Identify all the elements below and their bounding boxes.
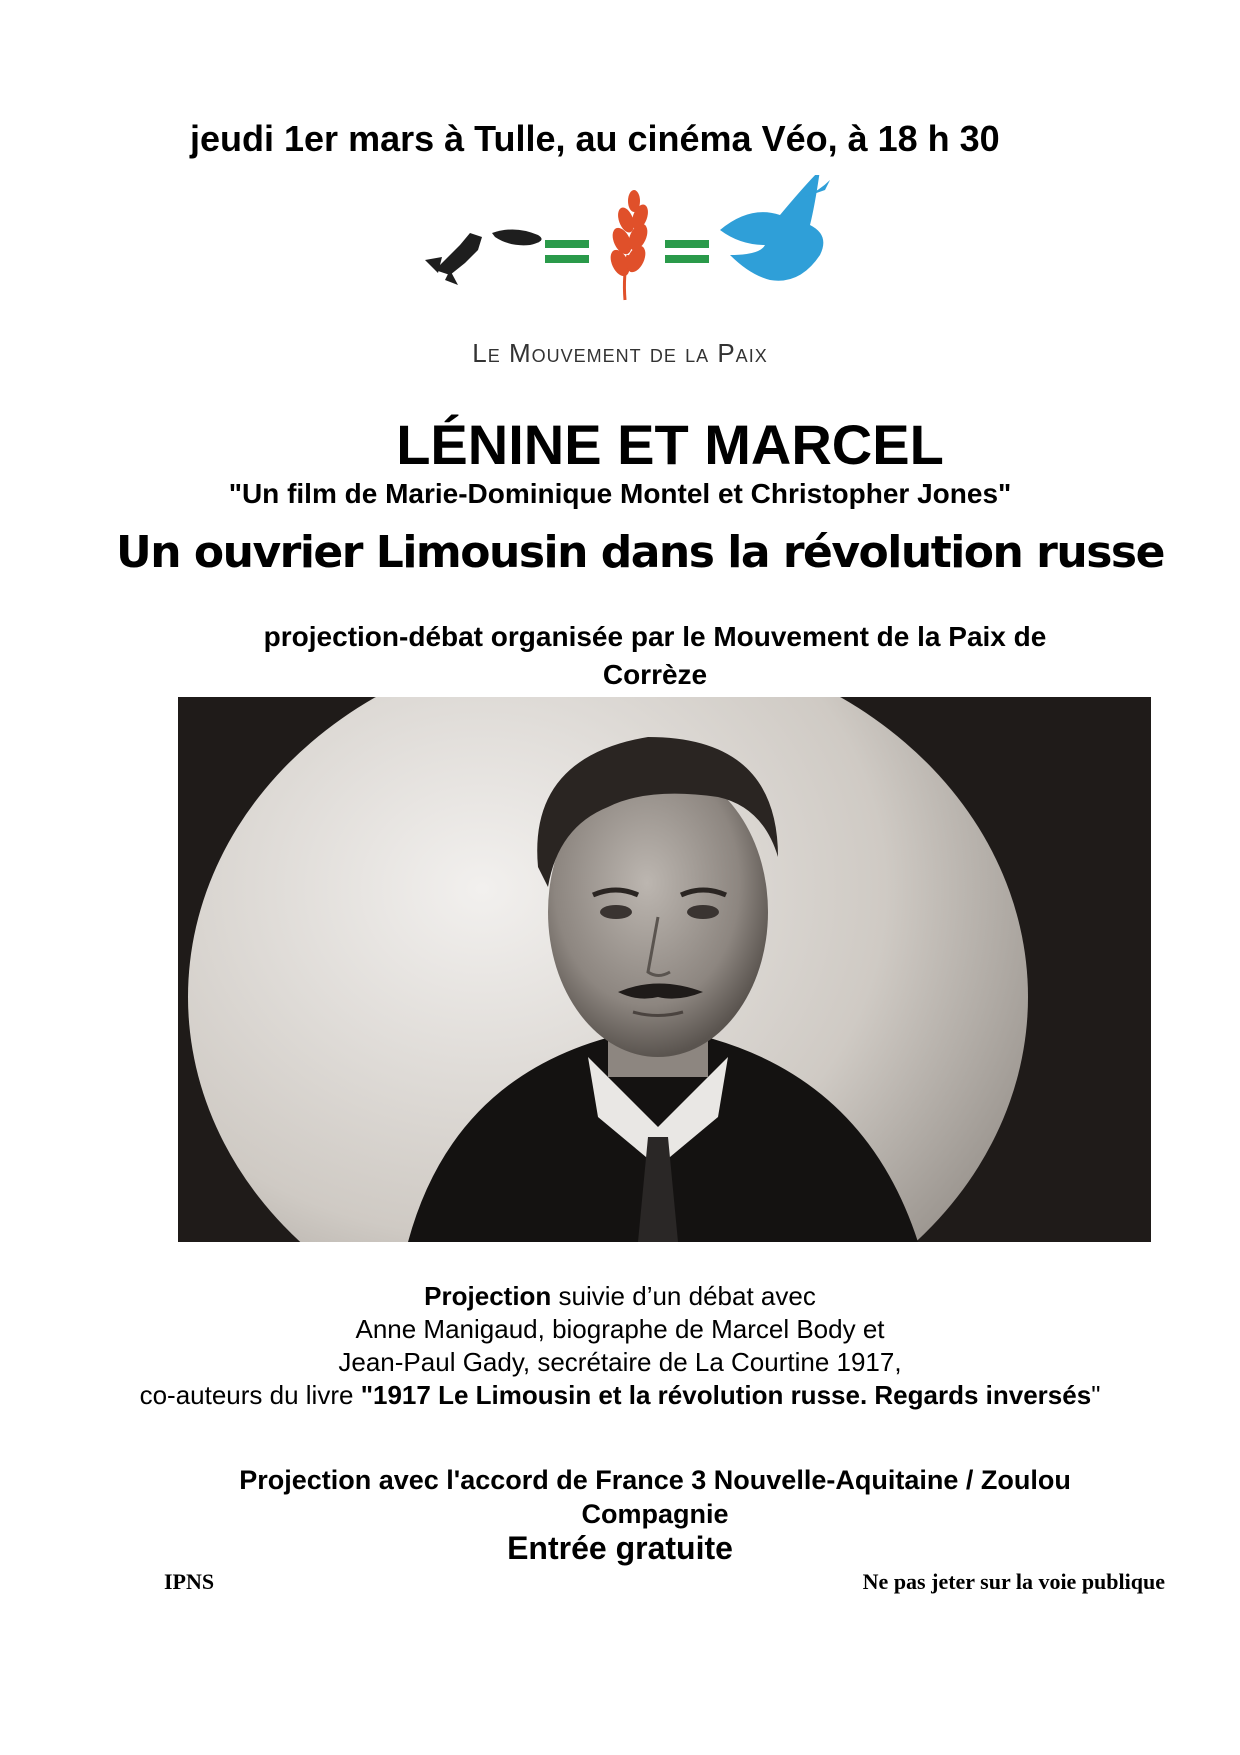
debate-line-4 [0, 1379, 1240, 1412]
footer-ipns: IPNS [164, 1569, 215, 1594]
agreement-line-1: Projection avec l'accord de France 3 Nouvelle-Aquitaine / Zoulou [239, 1465, 1071, 1495]
book-title: "1917 Le Limousin et la révolution russe. Regards inversés [360, 1380, 1092, 1410]
debate-info [0, 1280, 1240, 1412]
debate-line-2: Anne Manigaud, biographe de Marcel Body et [355, 1314, 885, 1344]
wheat-icon [607, 190, 651, 300]
debate-line-4-suffix: " [1091, 1380, 1101, 1410]
bomb-icon [425, 229, 542, 285]
film-credit: "Un film de Marie-Dominique Montel et Christopher Jones" [228, 478, 1012, 509]
agreement-line-2: Compagnie [581, 1499, 729, 1529]
event-date-line: jeudi 1er mars à Tulle, au cinéma Véo, à 18 h 30 [190, 118, 1000, 159]
footer-notice: Ne pas jeter sur la voie publique [862, 1569, 1165, 1594]
free-entry: Entrée gratuite [507, 1530, 733, 1566]
film-subtitle: Un ouvrier Limousin dans la révolution russe [116, 527, 1164, 578]
debate-line-3: Jean-Paul Gady, secrétaire de La Courtine 1917, [338, 1347, 902, 1377]
dove-icon [720, 175, 830, 281]
film-title: LÉNINE ET MARCEL [396, 413, 944, 476]
debate-line-1 [0, 1280, 1240, 1313]
equals-sign-right [665, 240, 709, 263]
portrait-photo [178, 697, 1151, 1242]
logo-wordmark: Le Mouvement de la Paix [472, 338, 768, 368]
debate-line-4-prefix: co-auteurs du livre [139, 1380, 361, 1410]
debate-lead-bold: Projection [424, 1281, 552, 1311]
broadcast-agreement [185, 1463, 1125, 1531]
organizer-line-1: projection-débat organisée par le Mouvement de la Paix de [263, 621, 1047, 652]
debate-lead-rest: suivie d’un débat avec [551, 1281, 816, 1311]
equals-sign-left [545, 240, 589, 263]
organizer-line-2: Corrèze [602, 659, 708, 690]
organizer-text [170, 618, 1140, 694]
